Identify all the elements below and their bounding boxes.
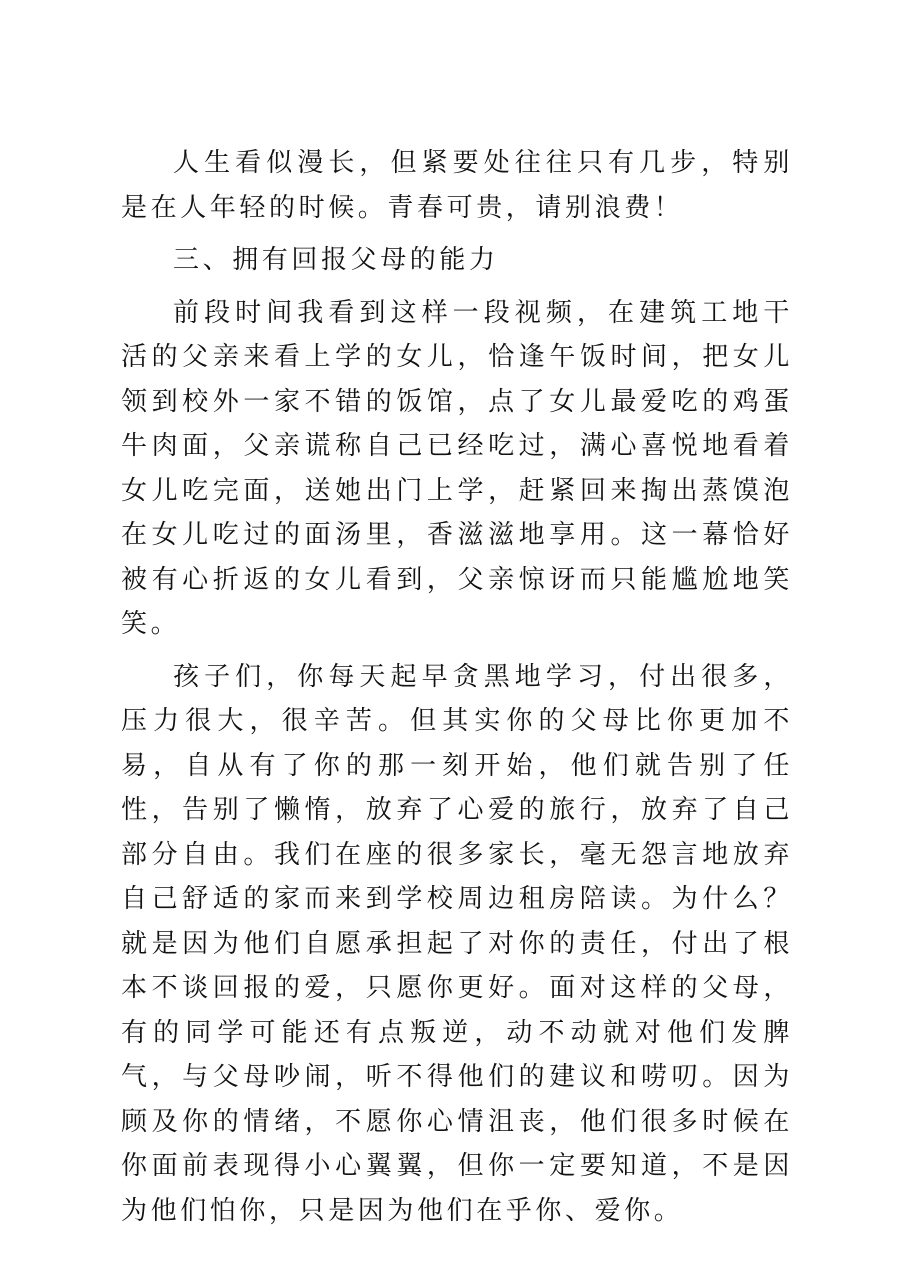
document-body — [121, 141, 793, 1241]
paragraph-parents: 孩子们，你每天起早贪黑地学习，付出很多，压力很大，很辛苦。但其实你的父母比你更加不易，自从有了你的那一刻开始，他们就告别了任性，告别了懒惰，放弃了心爱的旅行，放弃了自己部分自由。我们在座的很多家长，毫无怨言地放弃自己舒适的家而来到学校周边租房陪读。为什么？就是因为他们自愿承担起了对你的责任，付出了根本不谈回报的爱，只愿你更好。面对这样的父母，有的同学可能还有点叛逆，动不动就对他们发脾气，与父母吵闹，听不得他们的建议和唠叨。因为顾及你的情绪，不愿你心情沮丧，他们很多时候在你面前表现得小心翼翼，但你一定要知道，不是因为他们怕你，只是因为他们在乎你、爱你。 — [121, 661, 793, 1226]
paragraph-youth: 人生看似漫长，但紧要处往往只有几步，特别是在人年轻的时候。青春可贵，请别浪费！ — [121, 148, 793, 223]
section-heading: 三、拥有回报父母的能力 — [173, 245, 499, 275]
paragraph-video-story: 前段时间我看到这样一段视频，在建筑工地干活的父亲来看上学的女儿，恰逢午饭时间，把女儿领到校外一家不错的饭馆，点了女儿最爱吃的鸡蛋牛肉面，父亲谎称自己已经吃过，满心喜悦地看着女儿吃完面，送她出门上学，赶紧回来掏出蒸馍泡在女儿吃过的面汤里，香滋滋地享用。这一幕恰好被有心折返的女儿看到，父亲惊讶而只能尴尬地笑笑。 — [121, 297, 793, 639]
